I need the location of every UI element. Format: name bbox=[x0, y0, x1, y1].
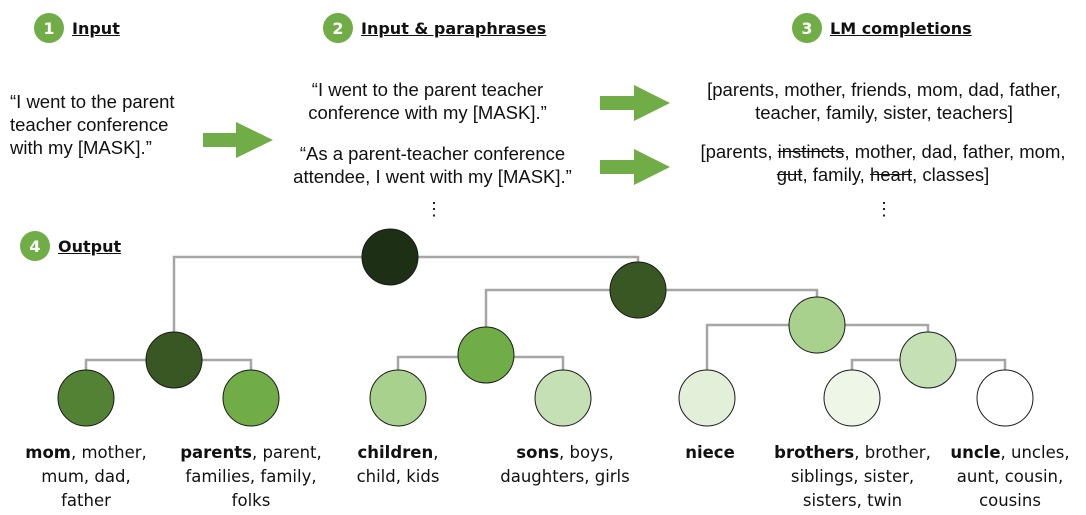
step-badge-2: 2 bbox=[323, 13, 353, 43]
token: [parents, bbox=[700, 141, 778, 162]
cluster-head: children bbox=[357, 443, 434, 462]
cluster-head: brothers bbox=[774, 443, 855, 462]
leaf-sons bbox=[535, 370, 591, 426]
input-line: “I went to the parent bbox=[10, 91, 175, 112]
input-line: with my [MASK].” bbox=[10, 137, 152, 158]
cluster-head: mom bbox=[25, 443, 71, 462]
step-label-paraphrases: Input & paraphrases bbox=[361, 18, 547, 38]
cluster-line bbox=[490, 441, 640, 465]
completion-line: [parents, mother, friends, mom, dad, father, bbox=[707, 79, 1061, 100]
step-label-completions: LM completions bbox=[830, 18, 972, 38]
token-struck: heart bbox=[869, 164, 913, 185]
leaf-parents bbox=[223, 370, 279, 426]
cluster-line bbox=[635, 441, 785, 465]
cluster-line bbox=[11, 441, 161, 465]
step-output-header bbox=[20, 231, 121, 261]
cluster-rest: , parent, bbox=[251, 443, 322, 462]
cluster-line bbox=[940, 441, 1080, 465]
paraphrase-line: conference with my [MASK].” bbox=[308, 102, 547, 123]
cluster-brothers bbox=[770, 441, 935, 513]
cluster-niece bbox=[635, 441, 785, 465]
step-badge-3: 3 bbox=[792, 13, 822, 43]
step-completions-header bbox=[792, 13, 972, 43]
paraphrase-2 bbox=[270, 142, 595, 188]
cluster-rest: , bbox=[433, 443, 439, 462]
cluster-mom bbox=[11, 441, 161, 513]
completion-line: teacher, family, sister, teachers] bbox=[755, 102, 1013, 123]
token: , classes] bbox=[912, 164, 990, 185]
step-label-output: Output bbox=[58, 236, 122, 256]
step-badge-1: 1 bbox=[34, 13, 64, 43]
edge-root-left bbox=[174, 257, 390, 350]
cluster-rest: , brother, bbox=[854, 443, 931, 462]
completion-1 bbox=[684, 78, 1084, 124]
node-children-sons bbox=[458, 327, 514, 383]
arrow-paraphrase1-to-completion1 bbox=[600, 85, 670, 121]
cluster-line bbox=[176, 441, 326, 465]
paraphrase-line: “As a parent-teacher conference bbox=[299, 143, 566, 164]
cluster-line: child, kids bbox=[356, 467, 440, 486]
input-sentence bbox=[10, 90, 175, 159]
cluster-line: father bbox=[61, 491, 111, 510]
completions-ellipsis: ⋮ bbox=[875, 199, 893, 219]
step-label-input: Input bbox=[72, 18, 120, 38]
cluster-rest: , mother, bbox=[70, 443, 147, 462]
node-root bbox=[362, 229, 418, 285]
leaf-uncle bbox=[977, 370, 1033, 426]
tree-edges bbox=[86, 257, 1005, 390]
step-input-header bbox=[34, 13, 120, 43]
leaf-mom bbox=[58, 370, 114, 426]
edge-root-right bbox=[390, 257, 638, 290]
completion-2 bbox=[680, 140, 1086, 186]
cluster-head: parents bbox=[180, 443, 252, 462]
tree-nodes bbox=[58, 229, 1033, 426]
cluster-line: sisters, twin bbox=[802, 491, 903, 510]
cluster-line: folks bbox=[231, 491, 271, 510]
paraphrase-line: “I went to the parent teacher bbox=[311, 79, 544, 100]
cluster-sons bbox=[490, 441, 640, 489]
cluster-line bbox=[323, 441, 473, 465]
cluster-uncle bbox=[940, 441, 1080, 513]
token: , family, bbox=[802, 164, 870, 185]
cluster-rest: , uncles, bbox=[1000, 443, 1070, 462]
cluster-line bbox=[770, 441, 935, 465]
paraphrase-line: attendee, I went with my [MASK].” bbox=[293, 166, 572, 187]
cluster-line: cousins bbox=[979, 491, 1041, 510]
cluster-rest: , boys, bbox=[559, 443, 614, 462]
cluster-line: daughters, girls bbox=[500, 467, 630, 486]
cluster-children bbox=[323, 441, 473, 489]
cluster-head: uncle bbox=[950, 443, 1001, 462]
leaf-brothers bbox=[824, 370, 880, 426]
node-left bbox=[146, 332, 202, 388]
cluster-head: niece bbox=[685, 443, 735, 462]
token-struck: instincts bbox=[777, 141, 845, 162]
leaf-children bbox=[370, 370, 426, 426]
cluster-line: families, family, bbox=[185, 467, 317, 486]
token-struck: gut bbox=[776, 164, 803, 185]
completion-line bbox=[680, 163, 1086, 186]
paraphrases-ellipsis: ⋮ bbox=[425, 199, 443, 219]
arrow-input-to-paraphrases bbox=[203, 122, 273, 158]
input-line: teacher conference bbox=[10, 114, 169, 135]
node-brothers-uncle bbox=[900, 332, 956, 388]
paraphrase-1 bbox=[270, 78, 585, 124]
step-badge-4: 4 bbox=[20, 231, 50, 261]
node-family bbox=[789, 297, 845, 353]
arrow-paraphrase2-to-completion2 bbox=[600, 149, 670, 185]
completion-line bbox=[680, 140, 1086, 163]
leaf-niece bbox=[679, 370, 735, 426]
cluster-parents bbox=[176, 441, 326, 513]
token: , mother, dad, father, mom, bbox=[844, 141, 1066, 162]
cluster-line: siblings, sister, bbox=[790, 467, 915, 486]
cluster-line: aunt, cousin, bbox=[956, 467, 1064, 486]
cluster-head: sons bbox=[516, 443, 560, 462]
node-right bbox=[610, 262, 666, 318]
step-paraphrases-header bbox=[323, 13, 546, 43]
cluster-line: mum, dad, bbox=[41, 467, 131, 486]
